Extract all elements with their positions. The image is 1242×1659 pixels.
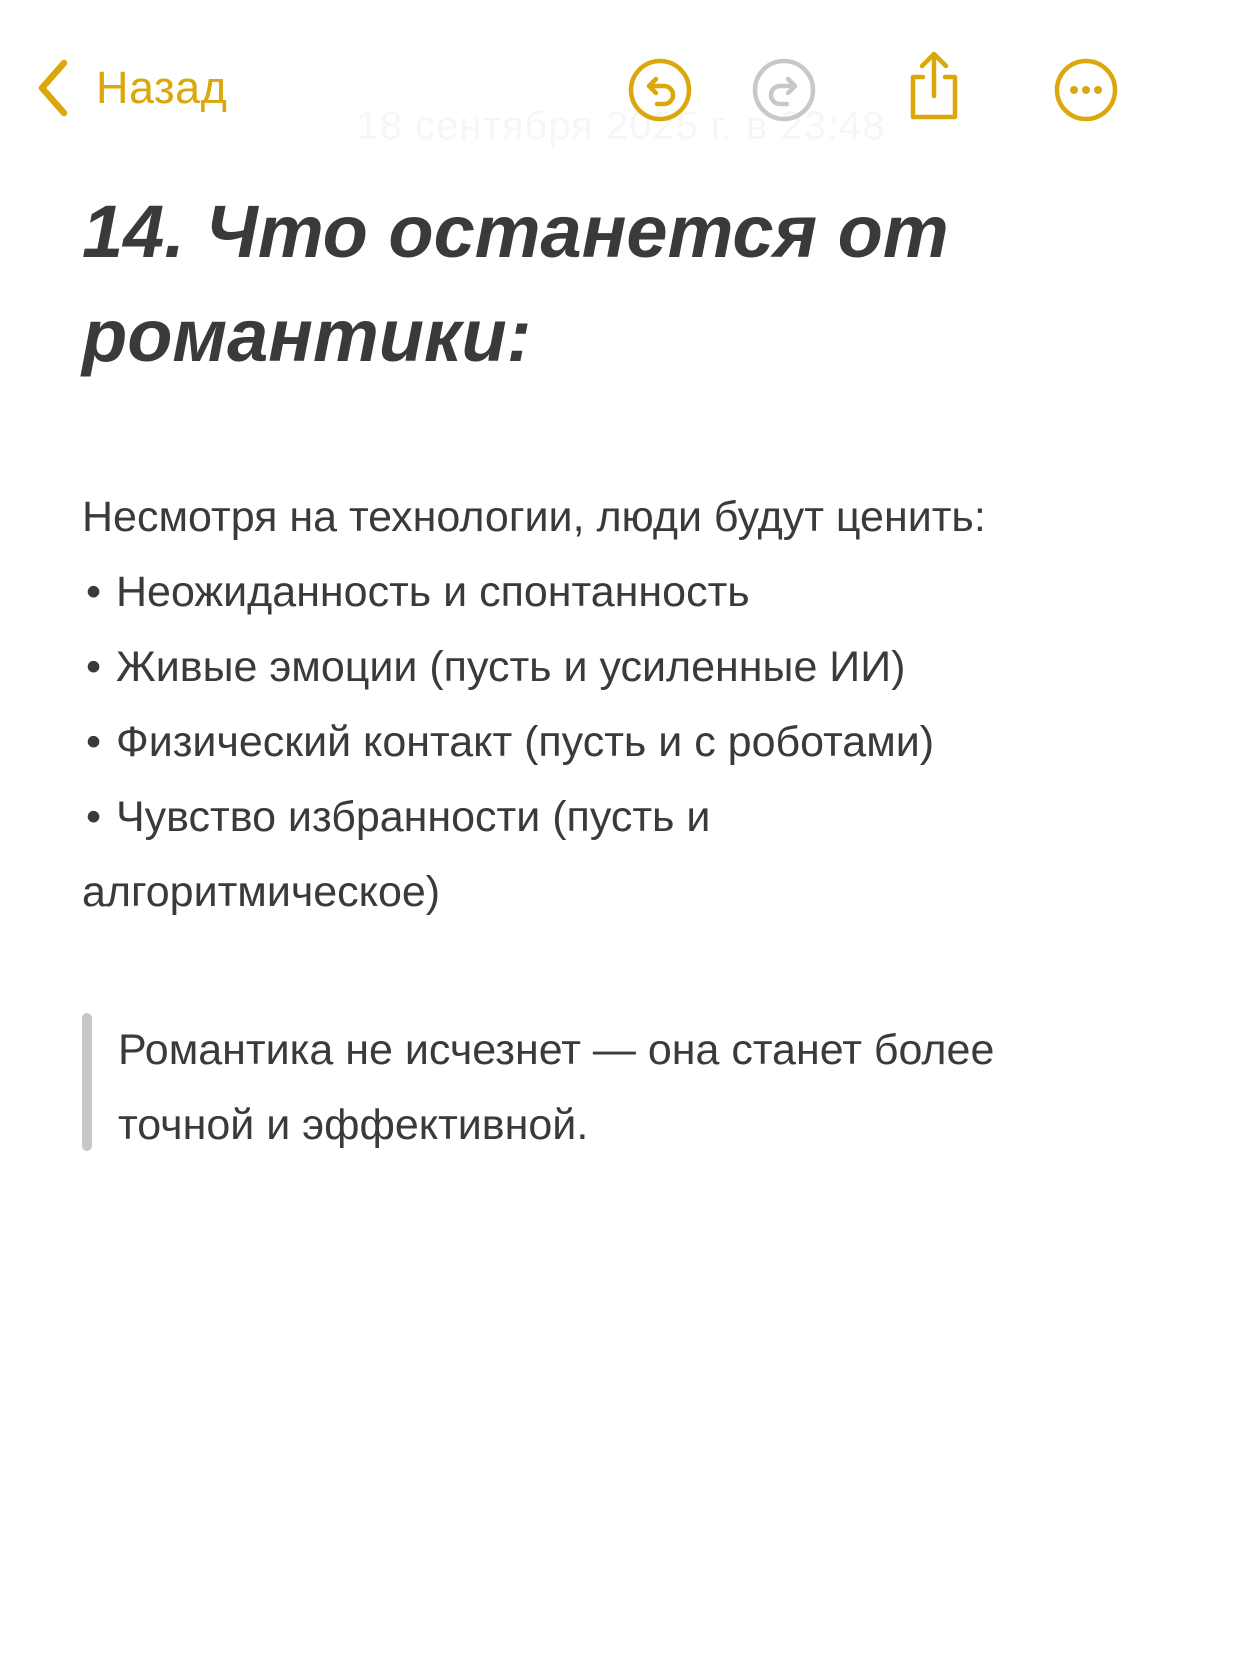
navigation-bar	[0, 0, 1242, 148]
undo-icon	[627, 57, 693, 123]
intro-text: Несмотря на технологии, люди будут ценить:	[82, 493, 986, 541]
bullet-list	[82, 555, 1182, 930]
back-label: Назад	[96, 62, 228, 113]
block-quote	[82, 1013, 1182, 1163]
bullet-dot: •	[86, 718, 102, 766]
more-options-button[interactable]	[1053, 57, 1119, 123]
list-item-text: Физический контакт (пусть и с роботами)	[116, 718, 935, 766]
quote-bar	[82, 1013, 92, 1151]
list-item	[82, 555, 1182, 630]
share-icon	[903, 50, 965, 122]
redo-icon	[751, 57, 817, 123]
more-icon	[1053, 57, 1119, 123]
list-item	[82, 630, 1182, 705]
note-body[interactable]	[82, 180, 1182, 1163]
bullet-dot: •	[86, 568, 102, 616]
note-date: 18 сентября 2025 г. в 23:48	[356, 104, 886, 148]
redo-button[interactable]	[751, 57, 817, 123]
list-item	[82, 705, 1182, 780]
bullet-dot: •	[86, 793, 102, 841]
quote-text: Романтика не исчезнет — она станет более точной и эффективной.	[118, 1026, 995, 1149]
list-item-text: Неожиданность и спонтанность	[116, 568, 750, 616]
list-item	[82, 780, 842, 930]
list-item-text: Чувство избранности (пусть и алгоритмическое)	[82, 793, 711, 916]
note-title: 14. Что останется от романтики:	[82, 190, 949, 377]
undo-button[interactable]	[627, 57, 693, 123]
list-item-text: Живые эмоции (пусть и усиленные ИИ)	[116, 643, 906, 691]
share-button[interactable]	[903, 50, 965, 122]
bullet-dot: •	[86, 643, 102, 691]
